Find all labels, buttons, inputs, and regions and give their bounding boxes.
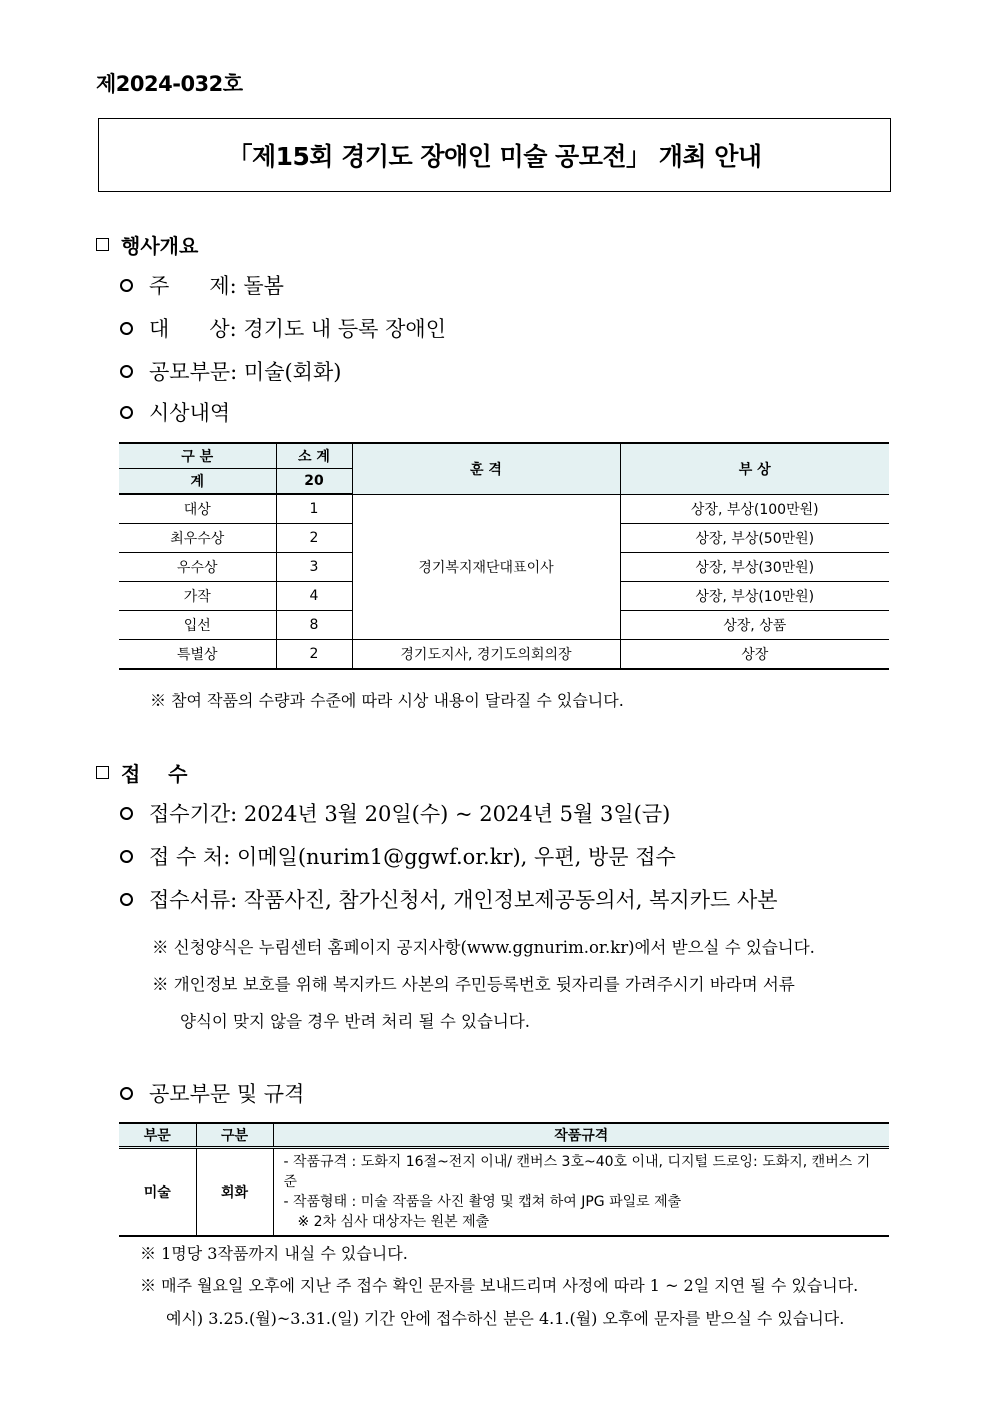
award-note: ※ 참여 작품의 수량과 수준에 따라 시상 내용이 달라질 수 있습니다.	[150, 691, 624, 710]
item-label: 접수서류:	[149, 888, 238, 912]
total-label: 계	[119, 469, 276, 495]
item-value: 경기도 내 등록 장애인	[243, 317, 446, 341]
overview-item-category	[120, 356, 341, 386]
reception-note: ※ 개인정보 보호를 위해 복지카드 사본의 주민등록번호 뒷자리를 가려주시기 바라며 서류	[152, 975, 795, 994]
cell-spec	[273, 1148, 889, 1237]
circle-bullet-icon	[120, 322, 133, 335]
header-category: 부문	[119, 1123, 196, 1148]
header-type: 구분	[196, 1123, 273, 1148]
section-heading-text: 접 수	[121, 762, 188, 786]
cell-division: 우수상	[119, 553, 276, 582]
reception-note: ※ 신청양식은 누림센터 홈페이지 공지사항(www.ggnurim.or.kr)에서 받으실 수 있습니다.	[152, 938, 815, 957]
item-label: 대 상:	[149, 317, 237, 341]
item-label: 공모부문:	[149, 360, 238, 384]
overview-item-awards	[120, 397, 230, 427]
item-label: 공모부문 및 규격	[149, 1082, 305, 1106]
item-value: 돌봄	[243, 274, 284, 298]
circle-bullet-icon	[120, 807, 133, 820]
item-label: 접 수 처:	[149, 845, 231, 869]
cell-division: 대상	[119, 494, 276, 524]
cell-division: 가작	[119, 582, 276, 611]
overview-item-target	[120, 313, 446, 343]
cell-prize: 상장, 상품	[620, 611, 889, 640]
reception-item-period	[120, 798, 670, 828]
reception-item-place	[120, 841, 676, 871]
spec-line: - 작품형태 : 미술 작품을 사진 촬영 및 캡쳐 하여 JPG 파일로 제출	[283, 1194, 682, 1210]
cell-count: 3	[276, 553, 352, 582]
spec-note: 예시) 3.25.(월)~3.31.(일) 기간 안에 접수하신 분은 4.1.(월) 오후에 문자를 받으실 수 있습니다.	[166, 1309, 845, 1328]
circle-bullet-icon	[120, 406, 133, 419]
circle-bullet-icon	[120, 279, 133, 292]
cell-division: 최우수상	[119, 524, 276, 553]
item-label: 접수기간:	[149, 802, 238, 826]
cell-count: 1	[276, 494, 352, 524]
total-count: 20	[276, 469, 352, 495]
item-label: 시상내역	[149, 401, 231, 425]
circle-bullet-icon	[120, 850, 133, 863]
table-row	[119, 494, 889, 524]
spec-line: ※ 2차 심사 대상자는 원본 제출	[297, 1214, 490, 1230]
spec-section-heading	[120, 1078, 304, 1108]
document-title-box	[98, 118, 891, 192]
circle-bullet-icon	[120, 1087, 133, 1100]
header-division: 구 분	[119, 443, 276, 469]
table-row	[119, 640, 889, 670]
item-label: 주 제:	[149, 274, 237, 298]
checkbox-square-icon	[96, 766, 109, 779]
header-honor: 훈 격	[352, 443, 620, 494]
header-spec: 작품규격	[273, 1123, 889, 1148]
section-heading-overview	[96, 230, 198, 259]
spec-line: - 작품규격 : 도화지 16절~전지 이내/ 캔버스 3호~40호 이내, 디지털 드로잉: 도화지, 캔버스 기준	[283, 1154, 871, 1190]
item-value: 미술(회화)	[243, 360, 342, 384]
spec-note: ※ 매주 월요일 오후에 지난 주 접수 확인 문자를 보내드리며 사정에 따라 1 ~ 2일 지연 될 수 있습니다.	[140, 1276, 859, 1295]
section-heading-text: 행사개요	[121, 234, 199, 258]
item-value: 2024년 3월 20일(수) ~ 2024년 5월 3일(금)	[243, 802, 671, 826]
cell-honor: 경기도지사, 경기도의회의장	[352, 640, 620, 670]
cell-prize: 상장	[620, 640, 889, 670]
overview-item-theme	[120, 270, 284, 300]
award-table	[119, 442, 889, 670]
cell-count: 4	[276, 582, 352, 611]
header-count: 소 계	[276, 443, 352, 469]
circle-bullet-icon	[120, 893, 133, 906]
header-prize: 부 상	[620, 443, 889, 494]
section-heading-reception	[96, 758, 188, 787]
cell-category: 미술	[119, 1148, 196, 1237]
cell-count: 2	[276, 640, 352, 670]
cell-prize: 상장, 부상(30만원)	[620, 553, 889, 582]
item-value: 이메일(nurim1@ggwf.or.kr), 우편, 방문 접수	[236, 845, 676, 869]
reception-item-documents	[120, 884, 778, 914]
cell-honor: 경기복지재단대표이사	[352, 494, 620, 640]
spec-note: ※ 1명당 3작품까지 내실 수 있습니다.	[140, 1244, 408, 1263]
document-title: 「제15회 경기도 장애인 미술 공모전」 개최 안내	[227, 142, 762, 171]
cell-division: 입선	[119, 611, 276, 640]
cell-prize: 상장, 부상(10만원)	[620, 582, 889, 611]
reception-note: 양식이 맞지 않을 경우 반려 처리 될 수 있습니다.	[180, 1012, 531, 1031]
table-row	[119, 1148, 889, 1237]
circle-bullet-icon	[120, 365, 133, 378]
cell-count: 8	[276, 611, 352, 640]
cell-division: 특별상	[119, 640, 276, 670]
document-number: 제2024-032호	[96, 72, 243, 96]
cell-prize: 상장, 부상(100만원)	[620, 494, 889, 524]
cell-type: 회화	[196, 1148, 273, 1237]
cell-count: 2	[276, 524, 352, 553]
cell-prize: 상장, 부상(50만원)	[620, 524, 889, 553]
spec-table	[119, 1122, 889, 1237]
checkbox-square-icon	[96, 238, 109, 251]
item-value: 작품사진, 참가신청서, 개인정보제공동의서, 복지카드 사본	[243, 888, 778, 912]
